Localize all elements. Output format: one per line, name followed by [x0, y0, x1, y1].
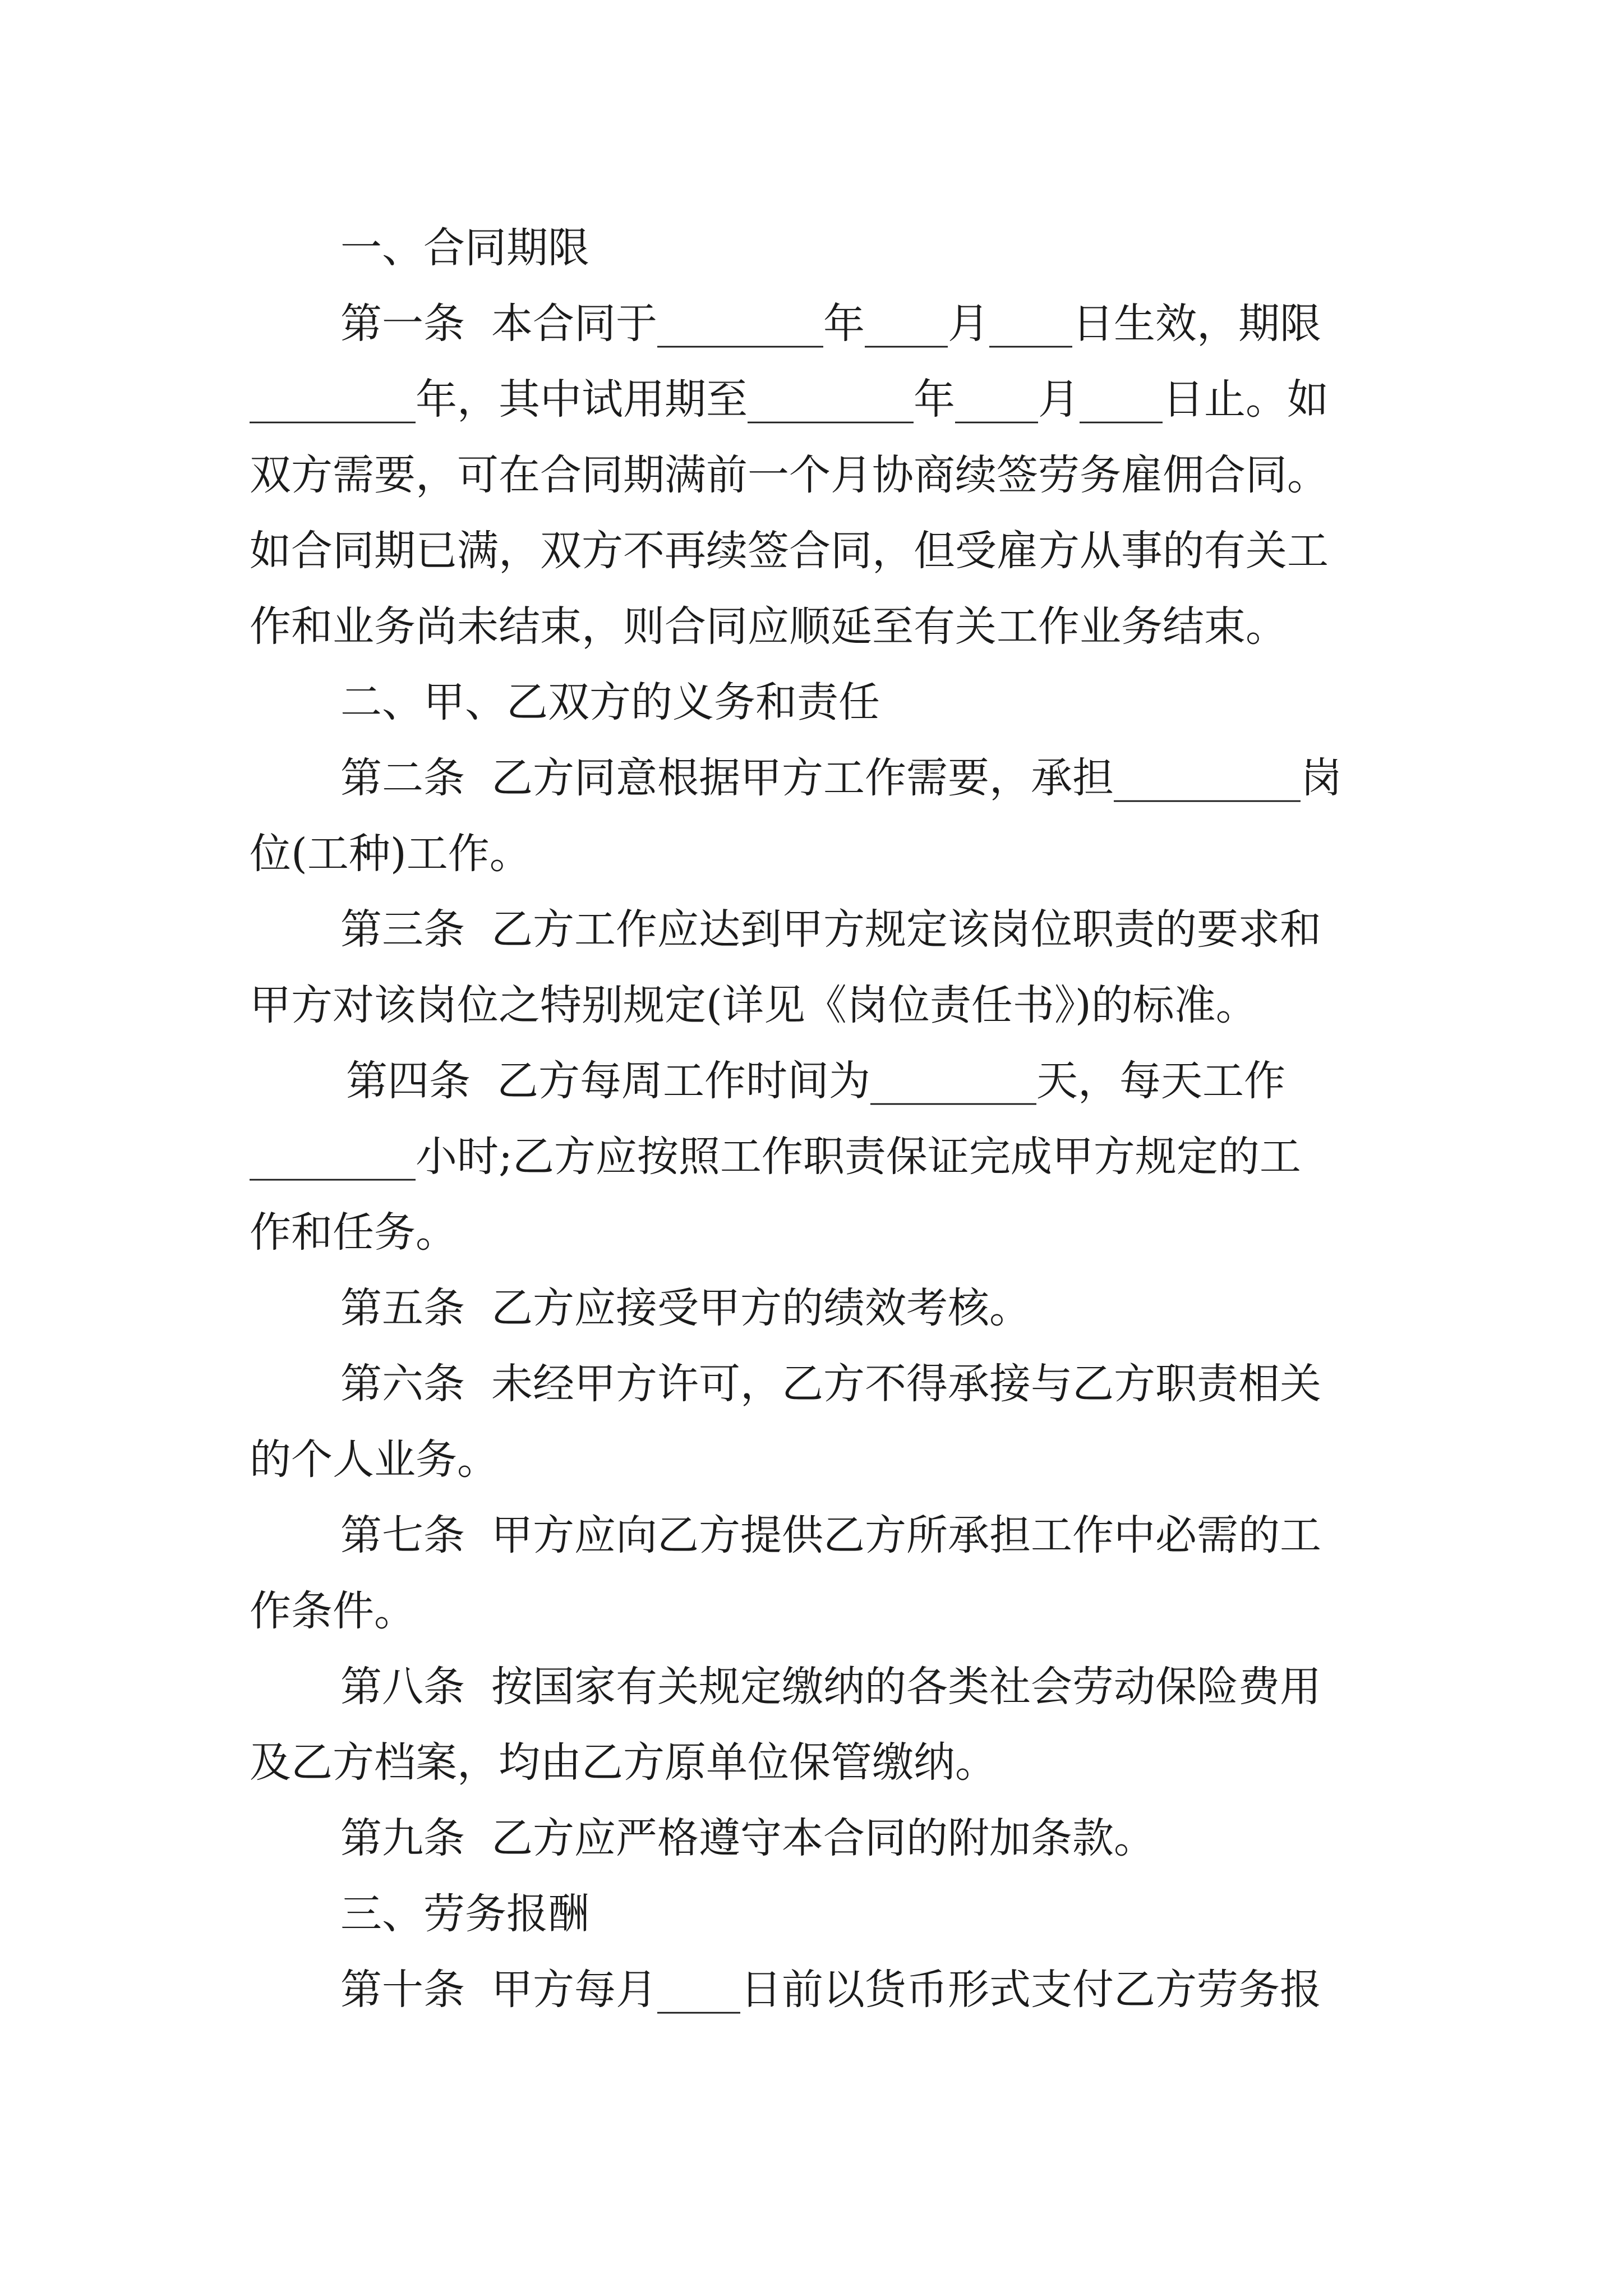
article-8-line-2: 及乙方档案，均由乙方原单位保管缴纳。	[250, 1738, 997, 1787]
article-2-line-1: 第二条 乙方同意根据甲方工作需要，承担_________岗	[340, 754, 1343, 802]
article-10-line-1: 第十条 甲方每月____日前以货币形式支付乙方劳务报	[340, 1966, 1322, 2014]
article-1-line-4: 如合同期已满，双方不再续签合同，但受雇方从事的有关工	[250, 527, 1329, 575]
article-4-line-1: 第四条 乙方每周工作时间为________天，每天工作	[346, 1057, 1286, 1105]
article-7-line-1: 第七条 甲方应向乙方提供乙方所承担工作中必需的工	[340, 1511, 1322, 1559]
section-heading: 一、合同期限	[340, 224, 589, 272]
article-6-line-1: 第六条 未经甲方许可，乙方不得承接与乙方职责相关	[340, 1360, 1322, 1408]
article-5-line-1: 第五条 乙方应接受甲方的绩效考核。	[340, 1284, 1031, 1332]
article-7-line-2: 作条件。	[250, 1587, 416, 1635]
article-8-line-1: 第八条 按国家有关规定缴纳的各类社会劳动保险费用	[340, 1663, 1322, 1711]
article-9-line-1: 第九条 乙方应严格遵守本合同的附加条款。	[340, 1814, 1156, 1862]
article-2-line-2: 位(工种)工作。	[250, 830, 531, 878]
article-1-line-2: ________年，其中试用期至________年____月____日止。如	[250, 375, 1329, 424]
article-1-line-3: 双方需要，可在合同期满前一个月协商续签劳务雇佣合同。	[250, 451, 1329, 499]
article-3-line-1: 第三条 乙方工作应达到甲方规定该岗位职责的要求和	[340, 905, 1322, 954]
article-6-line-2: 的个人业务。	[250, 1435, 499, 1484]
section-heading: 二、甲、乙双方的义务和责任	[340, 678, 880, 726]
contract-body	[250, 210, 1382, 2028]
article-4-line-2: ________小时;乙方应按照工作职责保证完成甲方规定的工	[250, 1133, 1301, 1181]
article-1-line-5: 作和业务尚未结束，则合同应顺延至有关工作业务结束。	[250, 602, 1287, 651]
article-4-line-3: 作和任务。	[250, 1208, 457, 1257]
section-heading: 三、劳务报酬	[340, 1890, 589, 1938]
article-3-line-2: 甲方对该岗位之特别规定(详见《岗位责任书》)的标准。	[250, 981, 1257, 1029]
article-1-line-1: 第一条 本合同于________年____月____日生效，期限	[340, 300, 1322, 348]
